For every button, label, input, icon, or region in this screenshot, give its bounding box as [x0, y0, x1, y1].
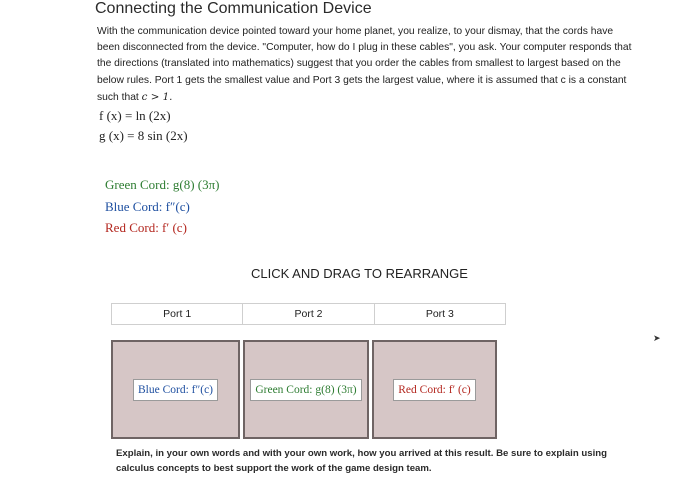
problem-statement — [97, 24, 632, 106]
port-3-drop-zone[interactable] — [372, 340, 497, 439]
green-cord-card[interactable]: Green Cord: g(8) (3π) — [250, 379, 361, 401]
green-cord-label: Green Cord: g(8) (3π) — [105, 177, 220, 192]
formula-g: g (x) = 8 sin (2x) — [99, 128, 188, 143]
page-title: Connecting the Communication Device — [95, 0, 372, 17]
port-header-row — [111, 303, 506, 325]
port-2-drop-zone[interactable] — [243, 340, 369, 439]
blue-cord-card[interactable]: Blue Cord: f″(c) — [133, 379, 218, 401]
mouse-cursor-icon: ➤ — [653, 333, 661, 343]
drag-instruction: CLICK AND DRAG TO REARRANGE — [251, 266, 468, 281]
explain-prompt: Explain, in your own words and with your own work, how you arrived at this result. Be sure to explain using calculus concepts to best support the work of the game design team. — [116, 448, 607, 474]
port-2-label: Port 2 — [243, 304, 374, 324]
port-3-label: Port 3 — [425, 308, 454, 320]
problem-text: With the communication device pointed toward your home planet, you realize, to your dismay, that the cords have been disconnected from the device. "Computer, how do I plug in these cables", you ask. Your computer responds that the directions (translated into mathematics) suggest that you order the cables from smallest to largest based on the below rules. Port 1 gets the smallest value and Port 3 gets the largest value, where it is assumed that c is a constant such that — [97, 26, 632, 103]
blue-cord-label: Blue Cord: f″(c) — [105, 199, 190, 214]
red-cord-card[interactable]: Red Cord: f′ (c) — [393, 379, 475, 401]
port-1-drop-zone[interactable] — [111, 340, 240, 439]
formula-f: f (x) = ln (2x) — [99, 108, 171, 123]
port-1-label: Port 1 — [112, 304, 243, 324]
constant-condition: c > 1. — [141, 90, 173, 103]
red-cord-label: Red Cord: f′ (c) — [105, 220, 187, 235]
